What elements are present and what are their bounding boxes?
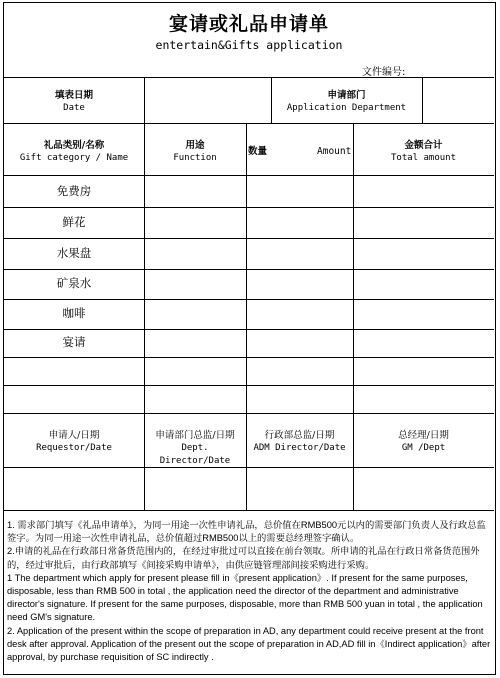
date-value-field[interactable] [144, 79, 271, 121]
department-value-field[interactable] [422, 79, 494, 121]
date-label-zh: 填表日期 [54, 90, 93, 101]
rule [4, 385, 494, 386]
dept-director-signature-header [144, 429, 246, 468]
department-label-en: Application Department [286, 103, 407, 113]
form-title: 宴请或礼品申请单 [168, 13, 329, 35]
rule [4, 510, 494, 511]
date-label-en: Date [63, 103, 85, 113]
rule [4, 413, 494, 414]
gm-signature-header [353, 429, 494, 455]
item-fruit-plate: 水果盘 [56, 246, 92, 260]
item-free-room: 免费房 [56, 184, 92, 198]
rule [4, 77, 494, 78]
notes-section [7, 519, 491, 664]
amount-header-en: Amount [317, 146, 352, 157]
gm-label-zh: 总经理/日期 [398, 430, 449, 441]
item-coffee: 咖啡 [62, 306, 86, 320]
function-column-header [144, 139, 246, 165]
rule [4, 238, 494, 239]
rule [4, 329, 494, 330]
department-header [271, 89, 422, 115]
gift-header-en: Gift category / Name [19, 153, 129, 163]
gm-label-en: GM /Dept [401, 443, 446, 453]
total-header-en: Total amount [390, 153, 457, 163]
quantity-column-header [248, 145, 267, 158]
quantity-header-zh: 数量 [248, 146, 268, 157]
adm-director-label-zh: 行政部总监/日期 [264, 430, 335, 441]
rule [4, 467, 494, 468]
note-en-2: 2. Application of the present within the scope of preparation in AD, any department could receive present at the front desk after approval. Application of the present out the scope of preparation in AD,AD fill in《Indirect application》after approval, by purchase requisition of SC indirectly . [7, 625, 491, 663]
rule [4, 207, 494, 208]
requestor-signature-header [4, 429, 144, 455]
date-header [4, 89, 144, 115]
gift-header-zh: 礼品类别/名称 [43, 140, 105, 151]
dept-director-label-zh: 申请部门总监/日期 [155, 430, 235, 441]
function-header-zh: 用途 [185, 140, 205, 151]
adm-director-signature-header [246, 429, 353, 455]
requestor-label-en: Requestor/Date [36, 443, 112, 453]
item-flowers: 鲜花 [62, 215, 86, 229]
form-subtitle: entertain&Gifts application [155, 38, 343, 52]
adm-director-label-en: ADM Director/Date [253, 443, 346, 453]
rule [4, 299, 494, 300]
function-header-en: Function [173, 153, 217, 163]
item-mineral-water: 矿泉水 [56, 276, 92, 290]
rule [4, 269, 494, 270]
note-en-1: 1 The department which apply for present please fill in《present application》. If present for the same purposes, disposable, less than RMB 500 in total , the application need the director of the department and administrative director's signature. If present for the same purposes, disposable, more than RMB 500 yuan in total , the application need GM's signature. [7, 572, 483, 623]
rule [4, 357, 494, 358]
requestor-label-zh: 申请人/日期 [48, 430, 100, 441]
gift-column-header [4, 139, 144, 165]
department-label-zh: 申请部门 [327, 90, 366, 101]
total-column-header [353, 139, 494, 165]
note-zh-1: 1. 需求部门填写《礼品申请单》，为同一用途一次性申请礼品，总价值在RMB500元以内的需要部门负责人及行政总监签字。为同一用途一次性申请礼品，总价值超过RMB500以上的需要总经理签字确认。 [7, 520, 486, 544]
note-zh-2: 2.申请的礼品在行政部日常备货范围内的，在经过审批过可以直接在前台领取。所申请的礼品在行政日常备货范围外的，经过审批后，由行政部填写《间接采购申请单》，由供应链管理部间接采购进行采购。 [7, 546, 480, 570]
dept-director-label-en: Dept. Director/Date [159, 443, 231, 466]
doc-number-label: 文件编号: [362, 67, 406, 78]
amount-column-header [317, 145, 351, 158]
item-banquet: 宴请 [62, 335, 86, 349]
total-header-zh: 金额合计 [404, 140, 443, 151]
rule [4, 123, 494, 124]
application-form [3, 2, 496, 675]
rule [4, 175, 494, 176]
